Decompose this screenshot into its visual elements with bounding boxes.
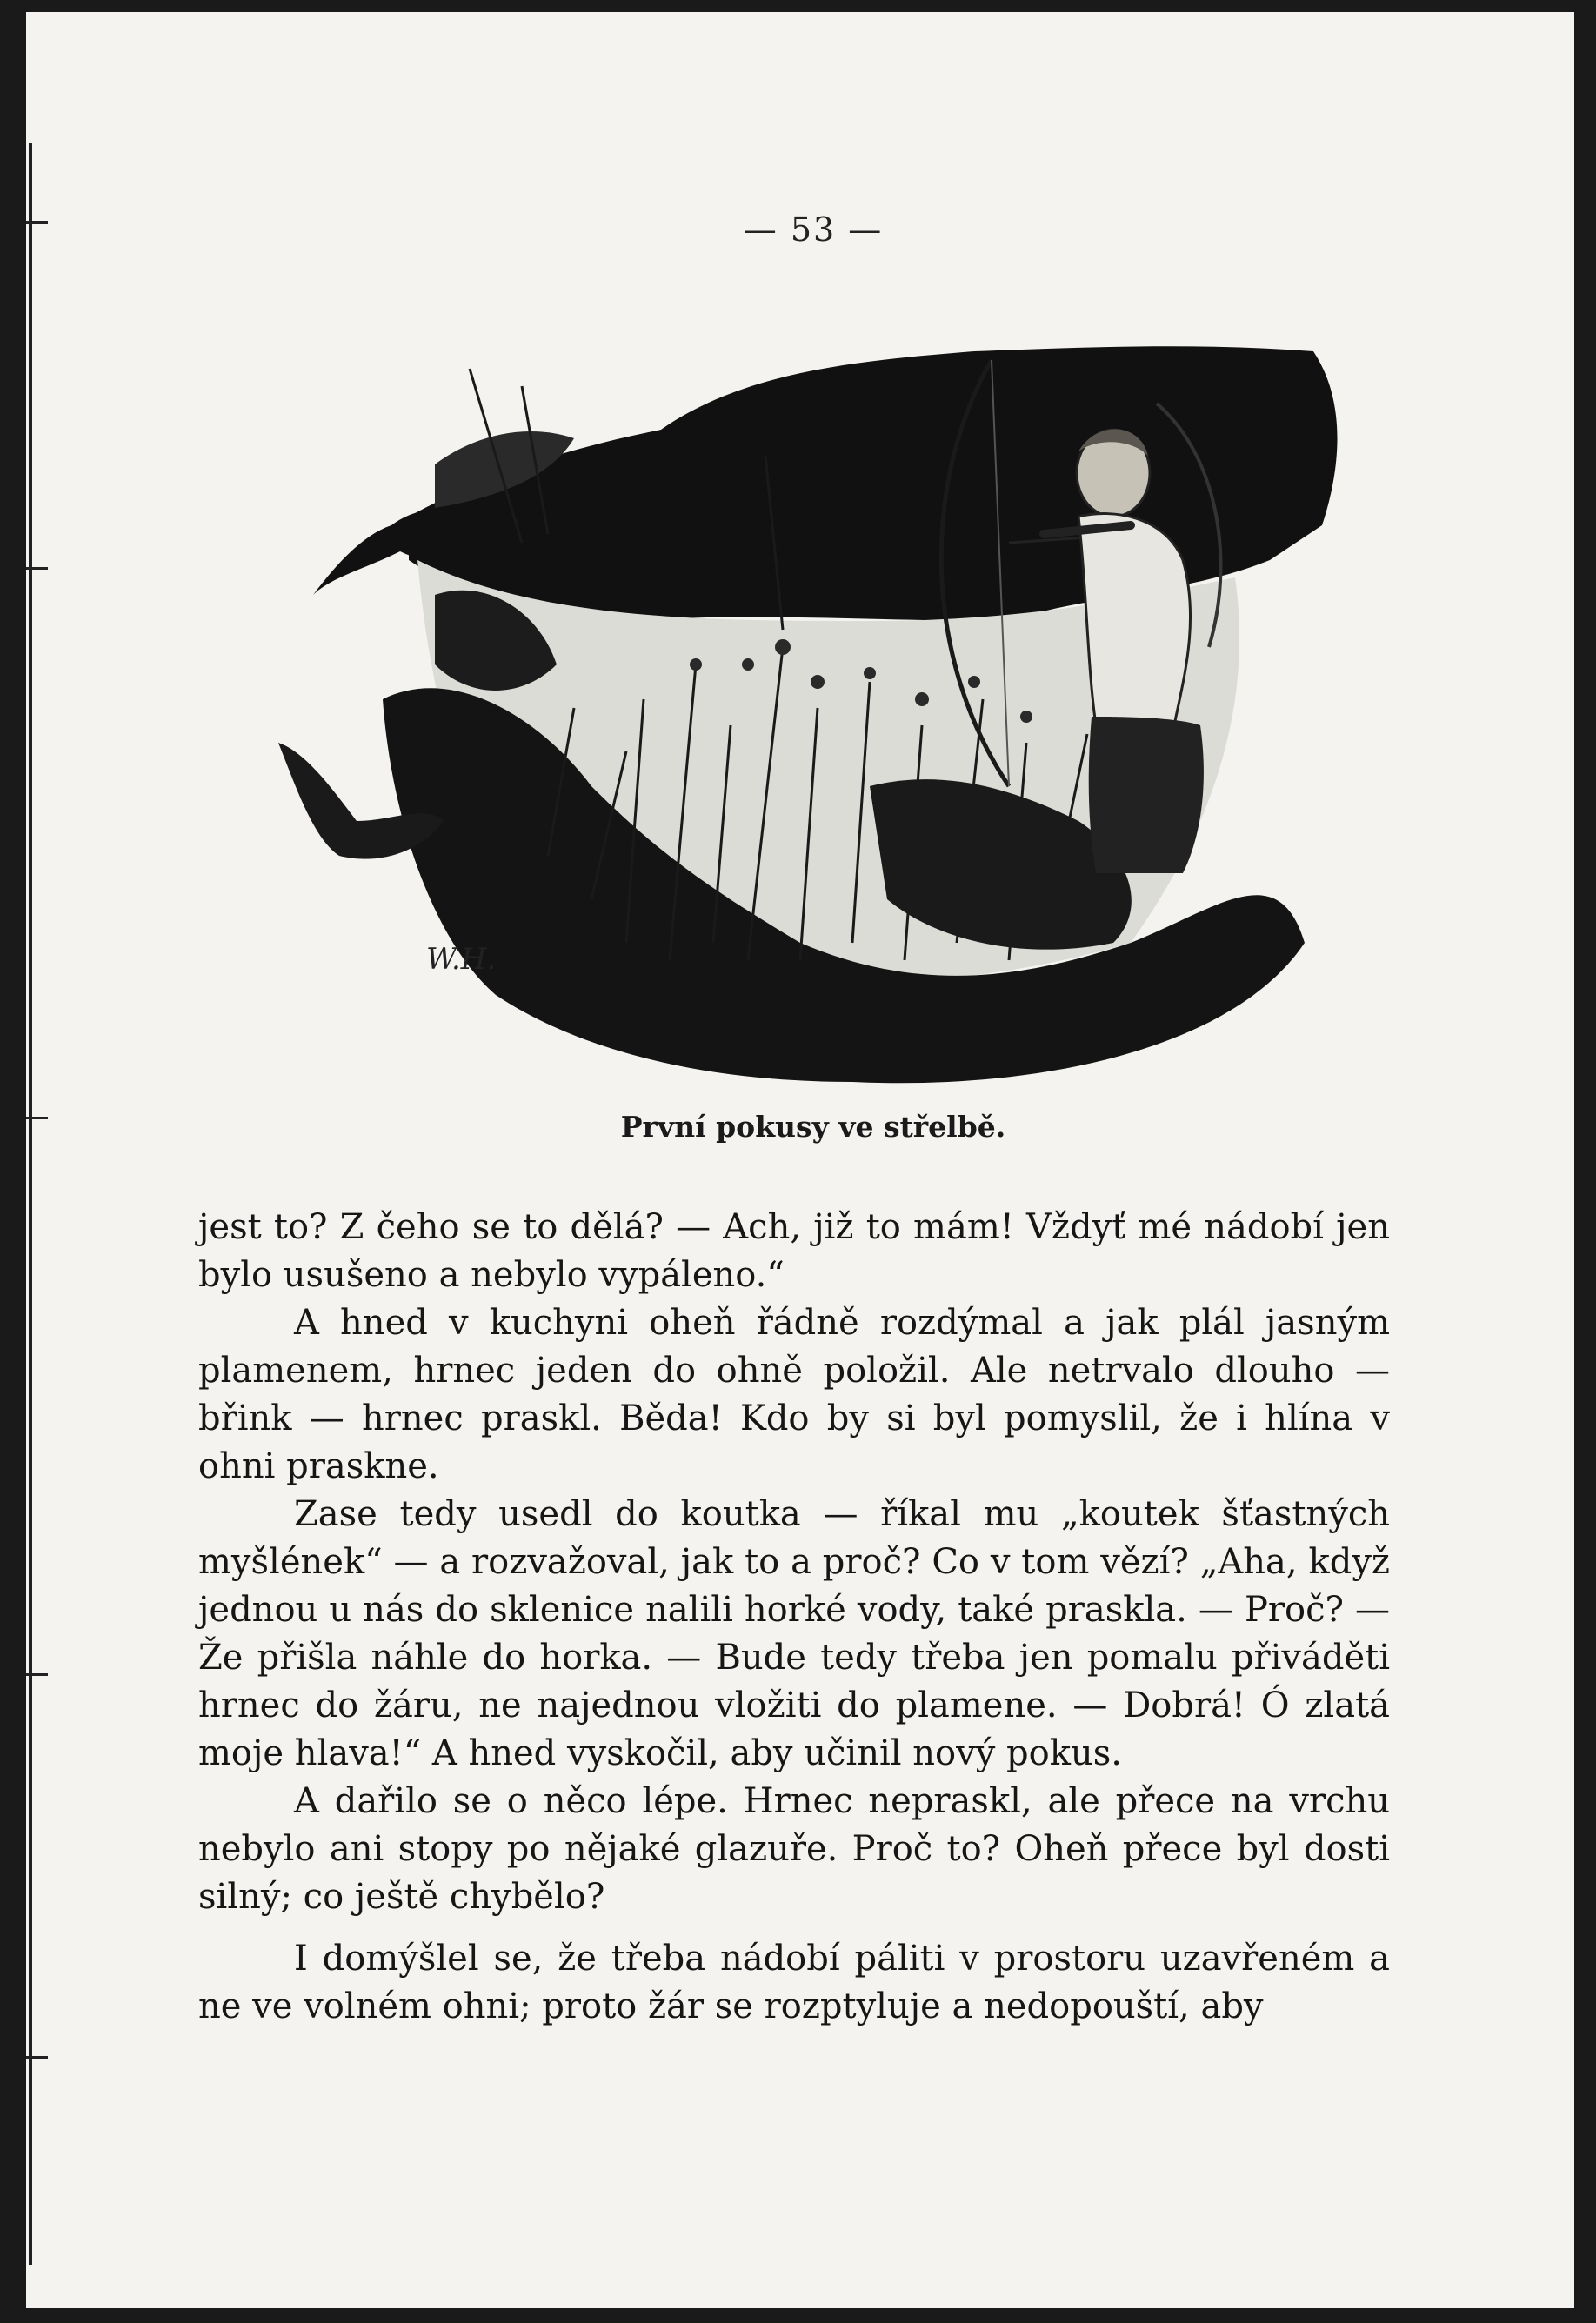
body-text <box>198 1204 1390 2031</box>
paragraph: Zase tedy usedl do koutka — říkal mu „koutek šťastných myšlének“ — a rozvažoval, jak to a proč? Co v tom vězí? „Aha, když jednou u nás do sklenice nalili horké vody, také praskla. — Proč? — Že přišla náhle do horka. — Bude tedy třeba jen pomalu přiváděti hrnec do žáru, ne najednou vložiti do plamene. — Dobrá! Ó zlatá moje hlava!“ A hned vyskočil, aby učinil nový pokus. <box>198 1494 1390 1773</box>
paragraph: I domýšlel se, že třeba nádobí páliti v prostoru uzavřeném a ne ve volném ohni; proto žár se rozptyluje a nedopouští, aby <box>198 1939 1390 2026</box>
paragraph: jest to? Z čeho se to dělá? — Ach, již to mám! Vždyť mé nádobí jen bylo usušeno a nebylo vypáleno.“ <box>198 1207 1390 1295</box>
book-page <box>26 12 1574 2308</box>
page-number: — 53 — <box>743 210 884 249</box>
illustration-caption: První pokusy ve střelbě. <box>620 1110 1006 1144</box>
archer-illustration <box>261 334 1339 1099</box>
page-edge-rule <box>29 143 32 2265</box>
paragraph: A hned v kuchyni oheň řádně rozdýmal a jak plál jasným plamenem, hrnec jeden do ohně položil. Ale netrvalo dlouho — břink — hrnec praskl. Běda! Kdo by si byl pomyslil, že i hlína v ohni praskne. <box>198 1303 1390 1486</box>
paragraph: A dařilo se o něco lépe. Hrnec nepraskl, ale přece na vrchu nebylo ani stopy po nějaké glazuře. Proč to? Oheň přece byl dosti silný; co ještě chybělo? <box>198 1781 1390 1917</box>
illustration-signature: W.H. <box>426 942 497 977</box>
